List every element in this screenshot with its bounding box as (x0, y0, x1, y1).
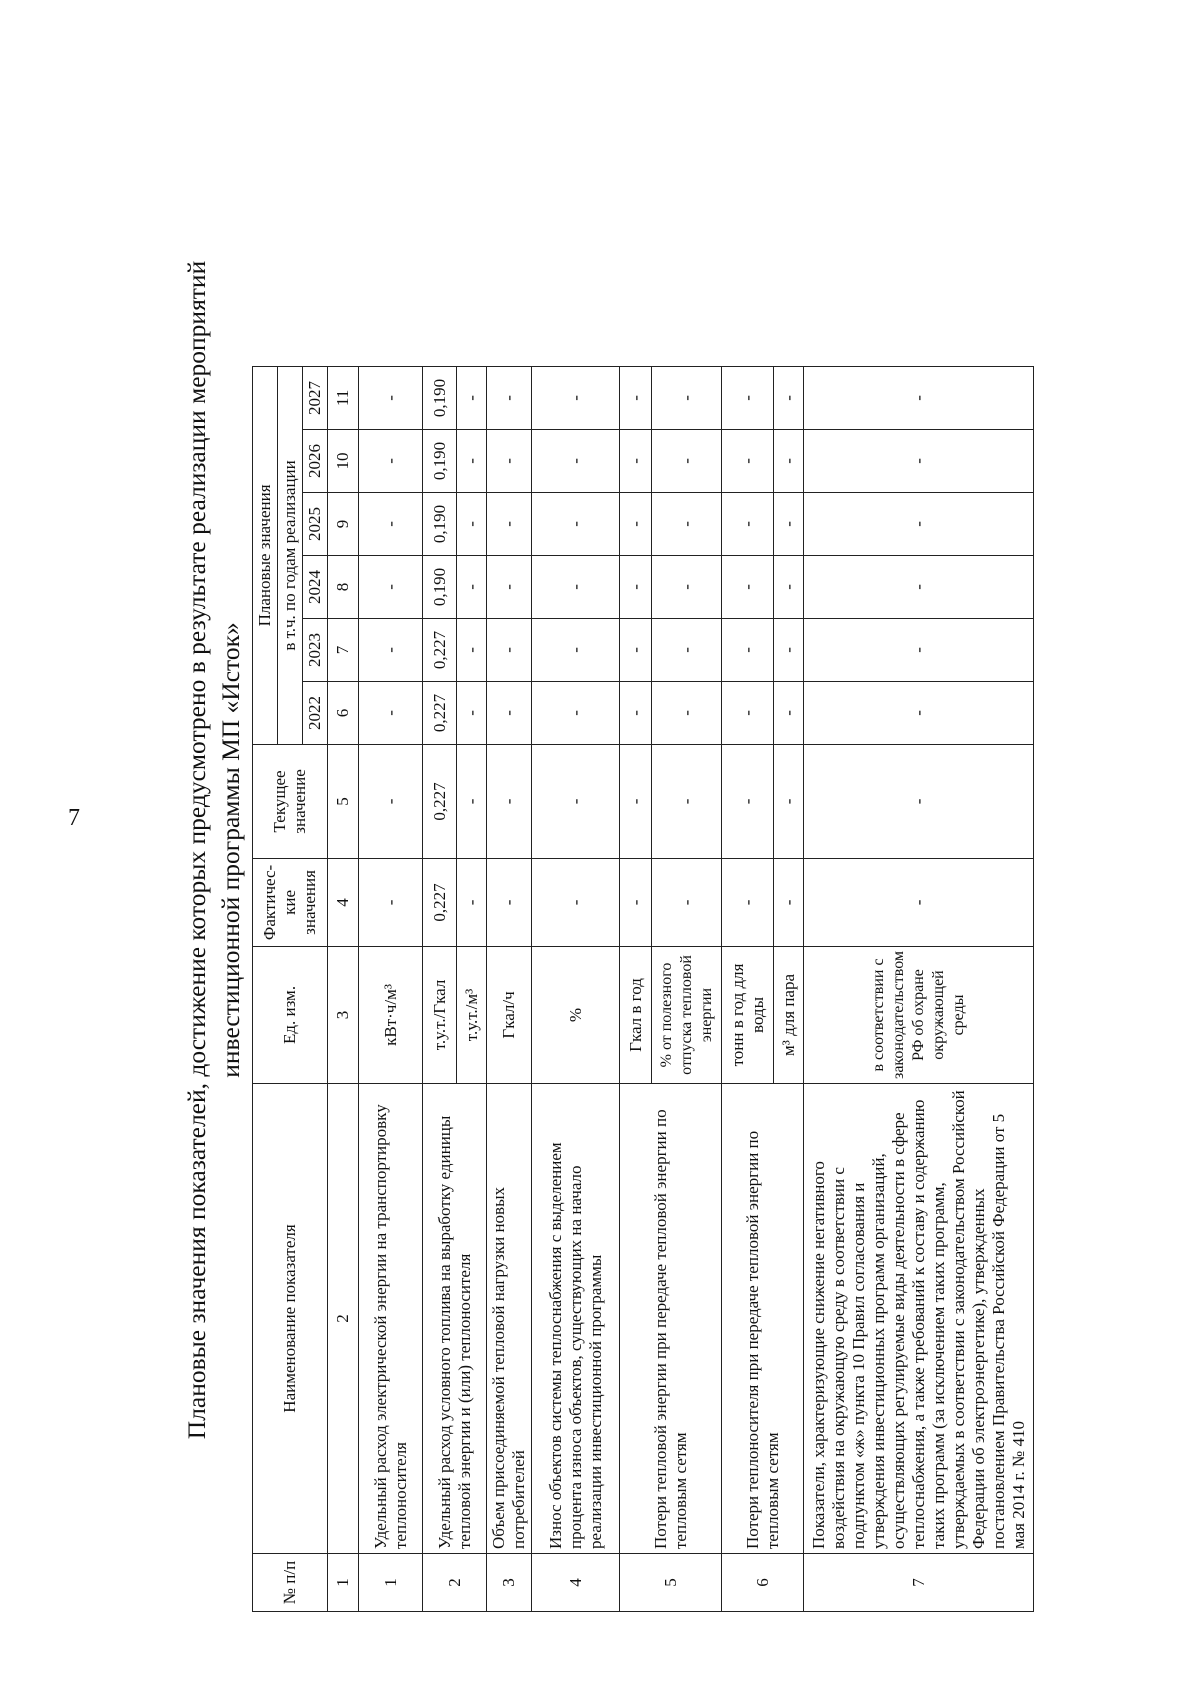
value-cell: - (652, 555, 722, 618)
value-cell: - (359, 681, 423, 744)
value-cell: - (652, 681, 722, 744)
value-cell: - (457, 618, 487, 681)
column-number: 11 (328, 366, 359, 429)
value-cell: - (457, 858, 487, 946)
header-planned: Плановые значения (253, 366, 278, 744)
value-cell: - (620, 618, 652, 681)
value-cell: 0,227 (423, 744, 457, 858)
rotated-content (180, 80, 1160, 1620)
year-header: 2022 (303, 681, 328, 744)
row-num: 5 (620, 1554, 722, 1612)
value-cell: - (722, 858, 774, 946)
header-name: Наименование показателя (253, 1084, 328, 1554)
row-indicator-name: Показатели, характеризующие снижение негативного воздействия на окружающую среду в соответствии с подпунктом «ж» пункта 10 Правил согласования и утверждения инвестиционных программ организаций, осуществляющих регулируемые виды деятельности в сфере теплоснабжения, а также требований к составу и содержанию таких программ (за исключением таких программ, утверждаемых в соответствии с законодательством Российской Федерации об электроэнергетике), утвержденных постановлением Правительства Российской Федерации от 5 мая 2014 г. № 410 (804, 1084, 1034, 1554)
value-cell: - (620, 492, 652, 555)
header-current: Текущее значение (253, 744, 328, 858)
value-cell: - (722, 366, 774, 429)
year-header: 2023 (303, 618, 328, 681)
value-cell: - (487, 366, 532, 429)
row-indicator-name: Удельный расход электрической энергии на транспортировку теплоносителя (359, 1084, 423, 1554)
value-cell: - (774, 555, 804, 618)
row-unit: т.у.т./Гкал (423, 946, 457, 1083)
row-unit: Гкал/ч (487, 946, 532, 1083)
table-row (487, 366, 532, 1611)
row-num: 4 (532, 1554, 620, 1612)
row-indicator-name: Удельный расход условного топлива на выработку единицы тепловой энергии и (или) теплоносителя (423, 1084, 487, 1554)
table-title-line2: инвестиционной программы МП «Исток» (216, 622, 245, 1078)
value-cell: - (359, 744, 423, 858)
value-cell: - (359, 858, 423, 946)
value-cell: - (457, 366, 487, 429)
value-cell: - (457, 492, 487, 555)
value-cell: - (620, 858, 652, 946)
header-row-1 (253, 366, 278, 1611)
value-cell: 0,227 (423, 858, 457, 946)
row-unit: кВт·ч/м³ (359, 946, 423, 1083)
table-row (620, 366, 652, 1611)
row-indicator-name: Потери тепловой энергии при передаче тепловой энергии по тепловым сетям (620, 1084, 722, 1554)
value-cell: - (620, 681, 652, 744)
column-number: 5 (328, 744, 359, 858)
value-cell: - (457, 744, 487, 858)
column-number: 8 (328, 555, 359, 618)
column-number: 7 (328, 618, 359, 681)
value-cell: - (722, 744, 774, 858)
value-cell: - (652, 492, 722, 555)
table-title-line1: Плановые значения показателей, достижение которых предусмотрено в результате реализации мероприятий (182, 260, 211, 1440)
value-cell: - (804, 429, 1034, 492)
table-row (804, 366, 1034, 1611)
value-cell: - (620, 744, 652, 858)
value-cell: 0,190 (423, 492, 457, 555)
value-cell: - (804, 858, 1034, 946)
value-cell: - (774, 366, 804, 429)
value-cell: - (532, 492, 620, 555)
value-cell: - (722, 555, 774, 618)
value-cell: - (620, 555, 652, 618)
page-number: 7 (68, 805, 80, 831)
row-unit: в соответствии с законодательством РФ об охране окружающей среды (804, 946, 1034, 1083)
table-row (722, 366, 774, 1611)
column-number: 6 (328, 681, 359, 744)
value-cell: 0,190 (423, 366, 457, 429)
value-cell: - (774, 492, 804, 555)
row-num: 3 (487, 1554, 532, 1612)
row-unit: тонн в год для воды (722, 946, 774, 1083)
row-num: 1 (359, 1554, 423, 1612)
value-cell: - (487, 555, 532, 618)
value-cell: 0,190 (423, 555, 457, 618)
header-num: № п/п (253, 1554, 328, 1612)
value-cell: - (359, 492, 423, 555)
value-cell: - (532, 366, 620, 429)
value-cell: - (532, 555, 620, 618)
value-cell: - (652, 858, 722, 946)
value-cell: - (532, 858, 620, 946)
column-numbers-row (328, 366, 359, 1611)
row-unit: % (532, 946, 620, 1083)
value-cell: - (487, 858, 532, 946)
value-cell: - (804, 618, 1034, 681)
value-cell: - (774, 744, 804, 858)
value-cell: - (487, 429, 532, 492)
row-num: 7 (804, 1554, 1034, 1612)
value-cell: - (804, 555, 1034, 618)
column-number: 9 (328, 492, 359, 555)
value-cell: - (722, 618, 774, 681)
row-unit: т.у.т./м³ (457, 946, 487, 1083)
value-cell: - (804, 492, 1034, 555)
column-number: 2 (328, 1084, 359, 1554)
value-cell: - (774, 681, 804, 744)
value-cell: - (804, 681, 1034, 744)
value-cell: - (487, 744, 532, 858)
year-header: 2024 (303, 555, 328, 618)
value-cell: - (774, 618, 804, 681)
column-number: 10 (328, 429, 359, 492)
column-number: 1 (328, 1554, 359, 1612)
row-unit: % от полезного отпуска тепловой энергии (652, 946, 722, 1083)
value-cell: - (532, 618, 620, 681)
table-row (423, 366, 457, 1611)
value-cell: - (457, 681, 487, 744)
value-cell: - (487, 618, 532, 681)
year-header: 2025 (303, 492, 328, 555)
value-cell: - (457, 555, 487, 618)
value-cell: - (804, 366, 1034, 429)
value-cell: - (652, 366, 722, 429)
value-cell: - (722, 492, 774, 555)
value-cell: - (722, 429, 774, 492)
value-cell: - (532, 681, 620, 744)
value-cell: - (457, 429, 487, 492)
value-cell: - (532, 744, 620, 858)
value-cell: - (804, 744, 1034, 858)
header-actual: Фактичес-кие значения (253, 858, 328, 946)
table-row (532, 366, 620, 1611)
value-cell: - (359, 555, 423, 618)
table-row (359, 366, 423, 1611)
value-cell: - (652, 744, 722, 858)
year-header: 2027 (303, 366, 328, 429)
column-number: 3 (328, 946, 359, 1083)
indicators-table (252, 366, 1034, 1612)
row-indicator-name: Объем присоединяемой тепловой нагрузки новых потребителей (487, 1084, 532, 1554)
row-indicator-name: Потери теплоносителя при передаче тепловой энергии по тепловым сетям (722, 1084, 804, 1554)
value-cell: - (652, 618, 722, 681)
value-cell: 0,227 (423, 681, 457, 744)
row-indicator-name: Износ объектов системы теплоснабжения с выделением процента износа объектов, существующих на начало реализации инвестиционной программы (532, 1084, 620, 1554)
value-cell: - (359, 366, 423, 429)
row-num: 2 (423, 1554, 487, 1612)
value-cell: - (722, 681, 774, 744)
value-cell: - (652, 429, 722, 492)
value-cell: - (359, 429, 423, 492)
value-cell: - (620, 366, 652, 429)
value-cell: - (774, 429, 804, 492)
row-unit: Гкал в год (620, 946, 652, 1083)
column-number: 4 (328, 858, 359, 946)
year-header: 2026 (303, 429, 328, 492)
row-unit: м³ для пара (774, 946, 804, 1083)
value-cell: - (620, 429, 652, 492)
value-cell: - (532, 429, 620, 492)
value-cell: - (359, 618, 423, 681)
value-cell: - (774, 858, 804, 946)
value-cell: 0,190 (423, 429, 457, 492)
header-by-years: в т.ч. по годам реализации (278, 366, 303, 744)
value-cell: - (487, 492, 532, 555)
row-num: 6 (722, 1554, 804, 1612)
header-unit: Ед. изм. (253, 946, 328, 1083)
value-cell: 0,227 (423, 618, 457, 681)
value-cell: - (487, 681, 532, 744)
